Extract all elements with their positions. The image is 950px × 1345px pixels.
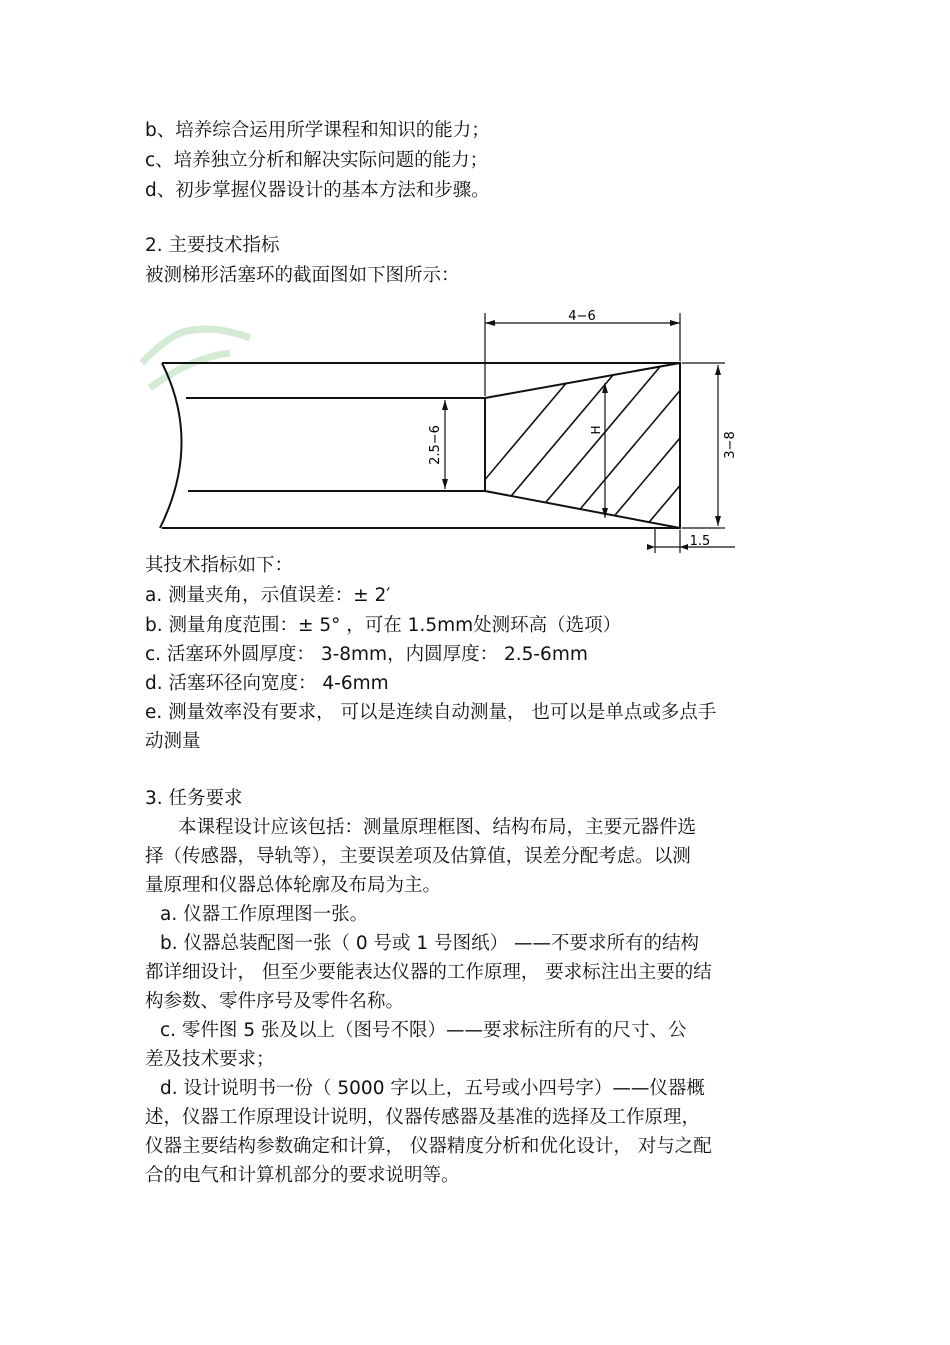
figure-intro: 被测梯形活塞环的截面图如下图所示： — [145, 265, 460, 286]
piston-ring-cross-section-figure — [140, 303, 760, 558]
objective-d: d、初步掌握仪器设计的基本方法和步骤。 — [145, 180, 490, 201]
label-width: 4−6 — [568, 309, 596, 324]
task-item-b-continued: 构参数、零件序号及零件名称。 — [145, 991, 405, 1012]
task-item-b: b. 仪器总装配图一张（ 0 号或 1 号图纸） ——不要求所有的结构 — [160, 933, 699, 954]
task-item-c-continued: 差及技术要求； — [145, 1049, 275, 1070]
task-paragraph-line: 择（传感器，导轨等），主要误差项及估算值，误差分配考虑。以测 — [145, 846, 691, 867]
spec-e: e. 测量效率没有要求， 可以是连续自动测量， 也可以是单点或多点手 — [145, 702, 717, 723]
task-item-d-continued: 合的电气和计算机部分的要求说明等。 — [145, 1165, 460, 1186]
label-offset: 1.5 — [689, 534, 711, 549]
spec-c: c. 活塞环外圆厚度： 3-8mm，内圆厚度： 2.5-6mm — [145, 644, 588, 665]
section-hatching — [440, 343, 760, 533]
label-inner: 2.5−6 — [428, 425, 443, 465]
watermark-mark — [142, 329, 250, 388]
section3-heading: 3. 任务要求 — [145, 788, 243, 809]
task-item-a: a. 仪器工作原理图一张。 — [160, 904, 369, 925]
section2-heading: 2. 主要技术指标 — [145, 235, 280, 256]
task-item-b-continued: 都详细设计， 但至少要能表达仪器的工作原理， 要求标注出主要的结 — [145, 962, 712, 983]
task-item-c: c. 零件图 5 张及以上（图号不限）——要求标注所有的尺寸、公 — [160, 1020, 687, 1041]
objective-b: b、培养综合运用所学课程和知识的能力； — [145, 120, 490, 141]
task-paragraph-line: 量原理和仪器总体轮廓及布局为主。 — [145, 875, 442, 896]
task-paragraph-line: 本课程设计应该包括：测量原理框图、结构布局，主要元器件选 — [178, 817, 697, 838]
spec-d: d. 活塞环径向宽度： 4-6mm — [145, 673, 389, 694]
task-item-d: d. 设计说明书一份（ 5000 字以上，五号或小四号字）——仪器概 — [160, 1078, 705, 1099]
label-h: H — [589, 425, 603, 435]
label-outer: 3−8 — [723, 431, 738, 459]
break-curve — [160, 363, 182, 528]
spec-e-continued: 动测量 — [145, 731, 201, 752]
spec-b: b. 测量角度范围：± 5° ，可在 1.5mm处测环高（选项） — [145, 615, 622, 636]
specs-intro: 其技术指标如下： — [145, 555, 294, 576]
objective-c: c、培养独立分析和解决实际问题的能力； — [145, 150, 489, 171]
task-item-d-continued: 述，仪器工作原理设计说明，仪器传感器及基准的选择及工作原理， — [145, 1107, 701, 1128]
spec-a: a. 测量夹角，示值误差：± 2′ — [145, 585, 391, 606]
task-item-d-continued: 仪器主要结构参数确定和计算， 仪器精度分析和优化设计， 对与之配 — [145, 1136, 712, 1157]
